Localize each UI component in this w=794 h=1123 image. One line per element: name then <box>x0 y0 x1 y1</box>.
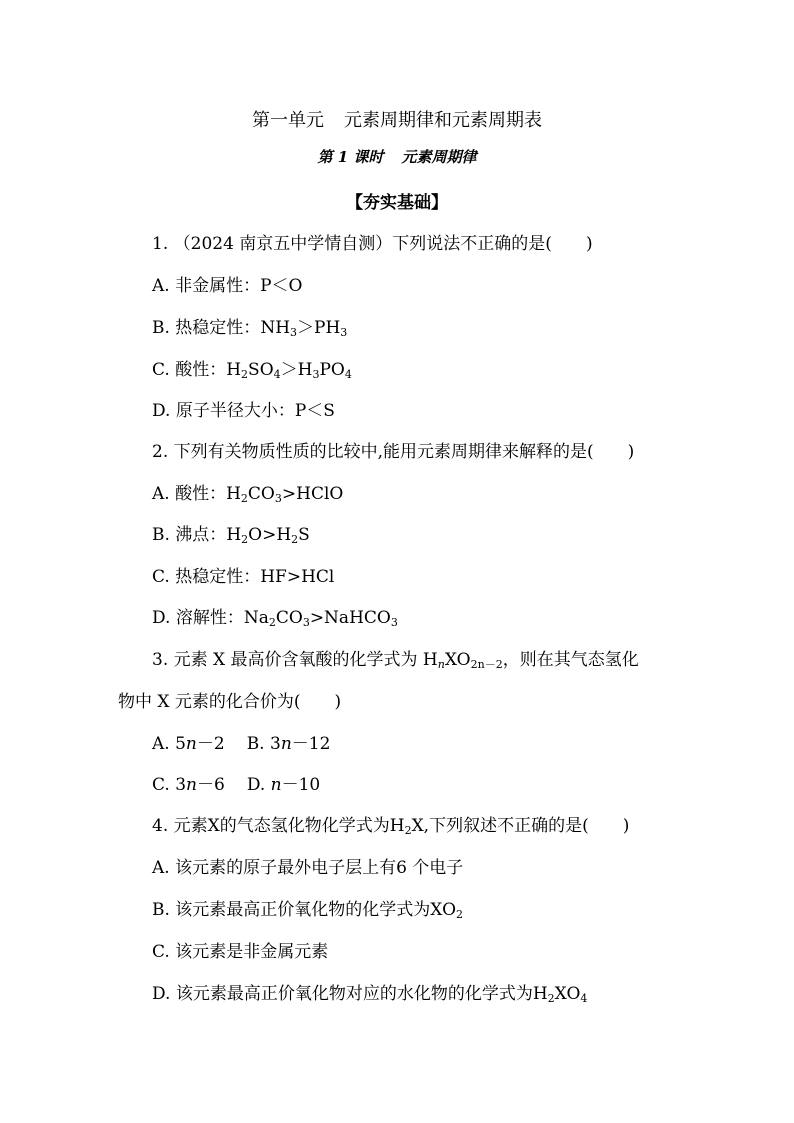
q1-b-label: B. 热稳定性： <box>152 318 261 338</box>
q3-b-label: B. 3 <box>246 734 281 754</box>
q3-b-var: n <box>280 734 292 754</box>
q1-stem <box>152 233 593 255</box>
q2-stem-text: 2. 下列有关物质性质的比较中,能用元素周期律来解释的是( <box>152 442 594 462</box>
q1-c-sub: 4 <box>273 368 281 381</box>
q2-b-t: H <box>226 525 242 545</box>
q1-option-b <box>152 317 347 339</box>
q2-a-t: >HClO <box>281 484 344 504</box>
q1-c-t: H <box>297 360 313 380</box>
q2-a-sub: 3 <box>274 492 282 505</box>
q4-stem-a: 4. 元素X的气态氢化物化学式为H <box>152 816 405 836</box>
q2-a-t: H <box>226 484 241 504</box>
section-heading: 【夯实基础】 <box>346 193 448 213</box>
q2-option-a <box>152 483 343 505</box>
q3-stem-line2 <box>118 691 341 713</box>
q4-c-text: C. 该元素是非金属元素 <box>152 942 329 962</box>
q2-a-label: A. 酸性： <box>152 484 227 504</box>
q1-c-t: SO <box>248 360 274 380</box>
q2-option-c <box>152 566 334 588</box>
q2-d-t: >NaHCO <box>309 608 391 628</box>
q4-b-sub: 2 <box>456 908 464 921</box>
q1-b-sub: 3 <box>290 326 298 339</box>
q1-stem-text: 1. （2024 南京五中学情自测）下列说法不正确的是( <box>152 234 552 254</box>
q3-d-rest: －10 <box>281 775 321 795</box>
unit-title: 元素周期律和元素周期表 <box>344 110 542 131</box>
q3-close: ) <box>334 692 342 712</box>
q1-option-d <box>152 400 335 422</box>
q1-c-sub: 3 <box>312 368 320 381</box>
q4-d-text: D. 该元素最高正价氧化物对应的水化物的化学式为H <box>152 984 548 1004</box>
q1-d-label: D. 原子半径大小： <box>152 401 295 421</box>
q3-stem-a: 3. 元素 X 最高价含氧酸的化学式为 H <box>152 650 438 670</box>
q2-b-t: O>H <box>248 525 292 545</box>
q3-options-ab <box>152 733 330 755</box>
q3-stem-line2-text: 物中 X 元素的化合价为( <box>118 692 301 712</box>
q3-stem <box>152 649 639 671</box>
q2-d-sub: 2 <box>268 616 276 629</box>
q1-c-label: C. 酸性： <box>152 360 227 380</box>
q1-a-expr: P＜O <box>260 276 303 296</box>
q1-option-a <box>152 275 302 297</box>
q3-c-rest: －6 <box>196 775 225 795</box>
q4-stem-b: X,下列叙述不正确的是( <box>411 816 589 836</box>
q4-d-mid: XO <box>554 984 581 1004</box>
q1-c-op: ＞ <box>280 360 298 380</box>
q3-c-label: C. 3 <box>152 775 187 795</box>
q3-a-rest: －2 <box>196 734 225 754</box>
q1-b-t: PH <box>314 318 341 338</box>
q4-stem <box>152 815 629 837</box>
q2-stem <box>152 441 634 463</box>
q2-a-sub: 2 <box>240 492 248 505</box>
q3-a-label: A. 5 <box>152 734 186 754</box>
q3-stem-c: ，则在其气态氢化 <box>502 650 639 670</box>
q1-c-sub: 2 <box>241 368 249 381</box>
q3-sub-n: n <box>437 658 445 671</box>
q1-a-label: A. 非金属性： <box>152 276 261 296</box>
lesson-title <box>0 146 794 167</box>
q2-c-label: C. 热稳定性： <box>152 567 261 587</box>
q3-options-cd <box>152 774 320 796</box>
q3-c-var: n <box>186 775 197 795</box>
q3-option-a <box>152 734 225 754</box>
q3-a-var: n <box>185 734 197 754</box>
q4-option-c <box>152 941 328 963</box>
q3-d-var: n <box>270 775 282 795</box>
q1-d-expr: P＜S <box>294 401 335 421</box>
q2-b-t: S <box>298 525 310 545</box>
q3-sub-2n: 2n－2 <box>470 658 503 671</box>
q2-close: ) <box>627 442 635 462</box>
q1-b-sub: 3 <box>340 326 348 339</box>
q1-c-t: H <box>226 360 242 380</box>
q2-b-label: B. 沸点： <box>152 525 227 545</box>
q1-close: ) <box>585 234 593 254</box>
lesson-name: 元素周期律 <box>401 148 477 166</box>
q4-option-b <box>152 899 463 921</box>
q2-d-sub: 3 <box>390 616 398 629</box>
q4-stem-sub: 2 <box>404 824 412 837</box>
q1-c-t: PO <box>319 360 345 380</box>
q3-stem-b: XO <box>444 650 471 670</box>
q2-d-sub: 3 <box>302 616 310 629</box>
q2-option-b <box>152 524 310 546</box>
q4-d-sub: 4 <box>580 992 588 1005</box>
q3-option-b <box>247 734 331 754</box>
q3-option-c <box>152 775 225 795</box>
q4-b-text: B. 该元素最高正价氧化物的化学式为XO <box>152 900 457 920</box>
q2-d-label: D. 溶解性： <box>152 608 244 628</box>
page-title <box>0 106 794 132</box>
q4-d-sub: 2 <box>547 992 555 1005</box>
q2-b-sub: 2 <box>241 533 249 546</box>
q4-close: ) <box>622 816 630 836</box>
q1-b-op: ＞ <box>297 318 315 338</box>
q3-b-rest: －12 <box>291 734 331 754</box>
lesson-label: 第 1 课时 <box>317 148 384 166</box>
q1-c-sub: 4 <box>344 368 352 381</box>
q2-d-t: CO <box>275 608 303 628</box>
q2-a-t: CO <box>247 484 275 504</box>
q2-c-expr: HF>HCl <box>260 567 335 587</box>
q2-option-d <box>152 607 398 629</box>
q1-b-t: NH <box>260 318 291 338</box>
q2-b-sub: 2 <box>291 533 299 546</box>
q4-option-d <box>152 983 587 1005</box>
q3-d-label: D. <box>246 775 271 795</box>
q1-option-c <box>152 359 352 381</box>
q2-d-t: Na <box>243 608 269 628</box>
q3-option-d <box>247 775 320 795</box>
q4-option-a <box>152 857 463 879</box>
unit-label: 第一单元 <box>252 110 324 131</box>
q4-a-text: A. 该元素的原子最外电子层上有6 个电子 <box>152 858 464 878</box>
